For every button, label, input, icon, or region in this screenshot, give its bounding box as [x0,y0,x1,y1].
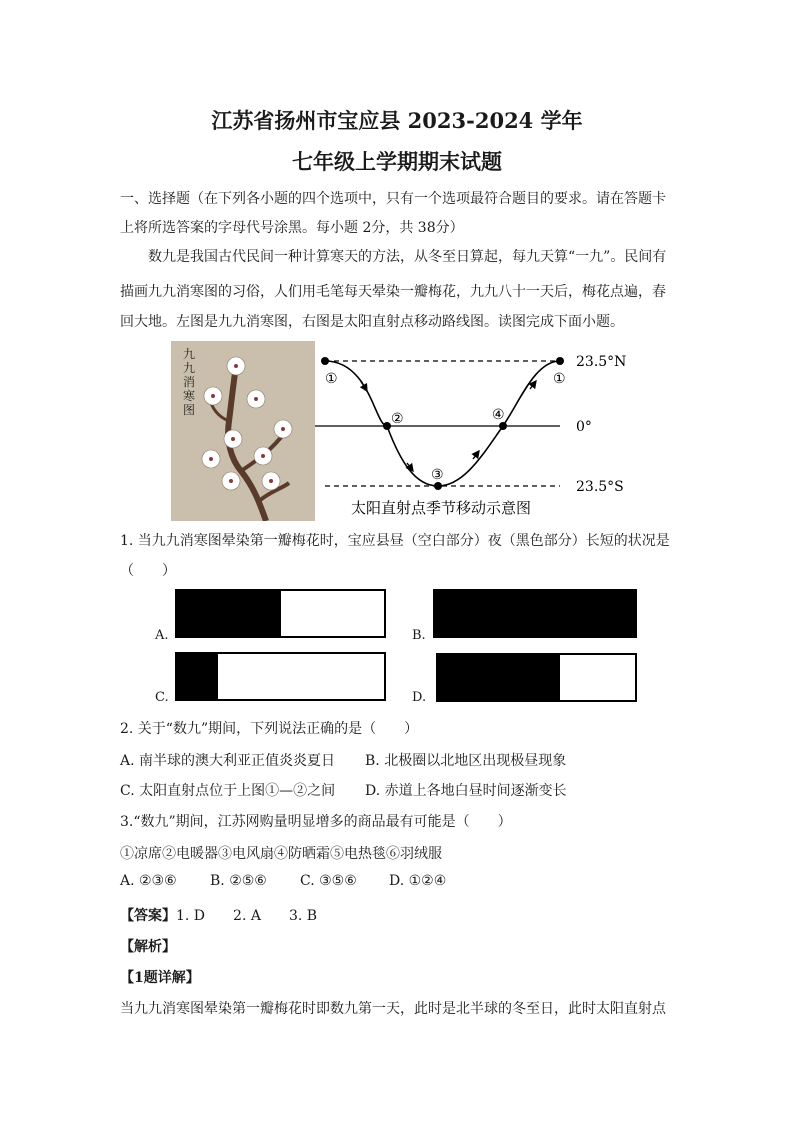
q1-option-d-label: D. [412,690,427,705]
q1-option-d-daynight-bar [436,653,637,702]
q3-option-d: D. ①②④ [389,873,447,889]
q1-option-b-label: B. [412,628,426,643]
lat-south-label: 23.5°S [576,479,624,495]
plum-blossom-painting [171,341,315,521]
q3-option-c: C. ③⑤⑥ [300,873,357,889]
marker-1-right: ① [553,371,566,387]
painting-title: 九九消寒图 [183,347,196,417]
point-1-end [556,357,564,365]
section-heading-line2: 上将所选答案的字母代号涂黑。每小题 2分，共 38分） [120,220,464,236]
lat-north-label: 23.5°N [576,354,627,370]
q1-option-c-label: C. [155,690,169,705]
night-fill [438,655,560,700]
q1-option-a-label: A. [155,628,169,643]
answer-tag: 【答案】 [120,908,176,924]
page-title: 江苏省扬州市宝应县 2023-2024 学年 [211,108,583,133]
point-3 [434,482,442,490]
marker-4: ④ [492,407,505,423]
lat-equator-label: 0° [576,419,592,435]
q1-option-b-daynight-bar [433,589,637,638]
q2-option-d: D. 赤道上各地白昼时间逐渐变长 [365,783,567,799]
answer-text: 1. D 2. A 3. B [176,908,318,924]
q3-stem: 3.“数九”期间，江苏网购量明显增多的商品最有可能是（ ） [120,814,512,830]
marker-2: ② [391,411,404,427]
marker-1-left: ① [325,371,338,387]
figure [171,341,671,521]
q1-option-c-daynight-bar [175,652,386,701]
point-4 [499,422,507,430]
q2-option-a: A. 南半球的澳大利亚正值炎炎夏日 [120,753,336,769]
sun-direct-point-diagram [315,341,671,521]
night-fill [177,654,218,699]
figure-caption: 太阳直射点季节移动示意图 [351,499,532,517]
q2-option-c: C. 太阳直射点位于上图①—②之间 [120,783,336,799]
q1-paren: （ ） [120,563,176,579]
q3-items: ①凉席②电暖器③电风扇④防晒霜⑤电热毯⑥羽绒服 [120,846,442,862]
analysis-tag: 【解析】 [120,939,176,955]
q1-option-a-daynight-bar [175,589,386,638]
intro-line1: 数九是我国古代民间一种计算寒天的方法，从冬至日算起，每九天算“一九”。民间有 [148,249,667,265]
q2-stem: 2. 关于“数九”期间，下列说法正确的是（ ） [120,721,419,737]
night-fill [177,591,281,636]
page-subtitle: 七年级上学期期末试题 [292,149,502,174]
q3-option-b: B. ②⑤⑥ [210,873,267,889]
q1-stem: 1. 当九九消寒图晕染第一瓣梅花时，宝应县昼（空白部分）夜（黑色部分）长短的状况是 [120,533,670,549]
analysis-subtag: 【1题详解】 [120,970,200,986]
marker-3: ③ [431,467,444,483]
q2-option-b: B. 北极圈以北地区出现极昼现象 [365,753,567,769]
point-2 [383,422,391,430]
answer-block [120,905,317,925]
section-heading-line1: 一、选择题（在下列各小题的四个选项中，只有一个选项最符合题目的要求。请在答题卡 [120,191,666,207]
night-fill [435,591,635,636]
analysis-text: 当九九消寒图晕染第一瓣梅花时即数九第一天，此时是北半球的冬至日，此时太阳直射点 [120,1001,666,1017]
point-1-start [321,357,329,365]
q3-option-a: A. ②③⑥ [120,873,177,889]
intro-line3: 回大地。左图是九九消寒图，右图是太阳直射点移动路线图。读图完成下面小题。 [120,314,624,330]
intro-line2: 描画九九消寒图的习俗，人们用毛笔每天晕染一瓣梅花，九九八十一天后，梅花点遍，春 [120,284,666,300]
plum-branch-icon [171,341,315,521]
